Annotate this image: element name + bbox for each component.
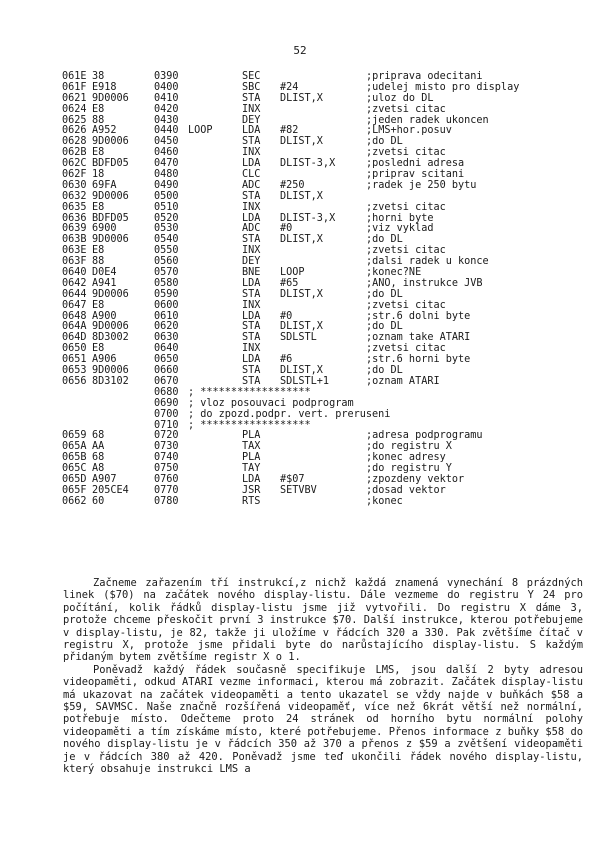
hex-bytes: 9D0006 [92,321,129,333]
opcode: STA [242,375,261,387]
opcode: ADC [242,179,261,191]
operand: #0 [280,310,293,322]
line-number: 0540 [154,234,179,246]
hex-bytes: AA [92,441,105,453]
operand: DLIST-3,X [280,158,336,170]
code-line [62,486,582,497]
address: 061F [62,81,87,93]
code-line [62,290,582,301]
comment: ;zvetsi citac [366,245,446,257]
line-number: 0490 [154,179,179,191]
body-text [63,577,583,776]
line-number: 0450 [154,136,179,148]
hex-bytes: 69FA [92,179,117,191]
code-line [62,94,582,105]
code-line [62,170,582,181]
code-line [62,475,582,486]
operand: DLIST,X [280,234,323,246]
hex-bytes: E8 [92,103,105,115]
comment: ;horni byte [366,212,434,224]
comment: ;dosad vektor [366,484,446,496]
operand: #24 [280,81,299,93]
hex-bytes: A941 [92,277,117,289]
hex-bytes: BDFD05 [92,158,129,170]
comment: ;dalsi radek u konce [366,256,489,268]
hex-bytes: 60 [92,495,105,507]
line-number: 0690 [154,397,179,409]
line-number: 0760 [154,473,179,485]
comment: ;do DL [366,321,403,333]
comment: ;oznam ATARI [366,375,440,387]
code-line [62,235,582,246]
opcode: PLA [242,430,261,442]
line-number: 0720 [154,430,179,442]
operand: DLIST,X [280,365,323,377]
line-number: 0530 [154,223,179,235]
address: 063F [62,256,87,268]
comment-line: ; vloz posouvaci podprogram [188,397,354,409]
hex-bytes: D0E4 [92,267,117,279]
code-line [62,105,582,116]
address: 0650 [62,343,87,355]
comment: ;do registru Y [366,463,452,475]
line-number: 0750 [154,463,179,475]
address: 062C [62,158,87,170]
hex-bytes: A907 [92,473,117,485]
comment: ;zvetsi citac [366,103,446,115]
hex-bytes: 6900 [92,223,117,235]
code-line [62,192,582,203]
line-number: 0400 [154,81,179,93]
comment: ;ANO, instrukce JVB [366,277,483,289]
opcode: STA [242,234,261,246]
hex-bytes: 8D3102 [92,375,129,387]
address: 063B [62,234,87,246]
paragraph: Poněvadž každý řádek současně specifikuje LMS, jsou další 2 byty adresou videopaměti, odkud ATARI vezme informaci, kterou má zobrazit. Začátek display-listu má ukazovat na začátek videopaměti a tento ukazatel se vždy najde v buňkách $58 a $59, SAVMSC. Naše značně rozšířená videopaměť, více než 6krát větší než normální, potřebuje místo. Odečteme proto 24 stránek od horního bytu normální polohy videopaměti a tím získáme místo, které potřebujeme. Přenos informace z buňky $58 do nového display-listu je v řádcích 350 až 370 a přenos z $59 a zvětšení videopaměti je v řádcích 380 až 420. Poněvadž jsme teď ukončili řádek nového display-listu, který obsahuje instrukci LMS a [63,663,583,776]
hex-bytes: 68 [92,430,105,442]
line-number: 0670 [154,375,179,387]
comment: ;str.6 horni byte [366,354,471,366]
operand: DLIST,X [280,136,323,148]
opcode: LDA [242,125,261,137]
address: 0644 [62,288,87,300]
comment: ;do DL [366,136,403,148]
code-line [62,322,582,333]
comment: ;str.6 dolni byte [366,310,471,322]
line-number: 0480 [154,169,179,181]
line-number: 0590 [154,288,179,300]
opcode: STA [242,92,261,104]
opcode: DEY [242,256,261,268]
code-line [62,159,582,170]
hex-bytes: 9D0006 [92,288,129,300]
comment: ;zvetsi citac [366,343,446,355]
code-line [62,116,582,127]
operand: SDLSTL [280,332,317,344]
address: 0648 [62,310,87,322]
opcode: STA [242,136,261,148]
comment-line: ; ****************** [188,419,311,431]
code-line [62,257,582,268]
opcode: PLA [242,452,261,464]
code-line [62,377,582,388]
line-number: 0410 [154,92,179,104]
hex-bytes: 9D0006 [92,92,129,104]
address: 065C [62,463,87,475]
address: 0632 [62,190,87,202]
comment: ;zvetsi citac [366,147,446,159]
hex-bytes: BDFD05 [92,212,129,224]
page-number: 52 [293,44,307,57]
opcode: INX [242,201,261,213]
comment: ;konec [366,495,403,507]
address: 064D [62,332,87,344]
address: 061E [62,71,87,82]
hex-bytes: A900 [92,310,117,322]
comment: ;zpozdeny vektor [366,473,465,485]
opcode: SBC [242,81,261,93]
code-line [62,333,582,344]
line-number: 0610 [154,310,179,322]
address: 065F [62,484,87,496]
hex-bytes: 8D3002 [92,332,129,344]
code-line [62,410,582,421]
address: 065A [62,441,87,453]
address: 0636 [62,212,87,224]
opcode: STA [242,365,261,377]
address: 062F [62,169,87,181]
comment: ;radek je 250 bytu [366,179,477,191]
operand: #250 [280,179,305,191]
hex-bytes: A8 [92,463,105,475]
address: 0639 [62,223,87,235]
hex-bytes: 205CE4 [92,484,129,496]
code-line [62,214,582,225]
opcode: STA [242,288,261,300]
line-number: 0390 [154,71,179,82]
opcode: INX [242,147,261,159]
label: LOOP [188,125,213,137]
address: 0656 [62,375,87,387]
address: 0626 [62,125,87,137]
address: 0635 [62,201,87,213]
opcode: ADC [242,223,261,235]
line-number: 0570 [154,267,179,279]
hex-bytes: 9D0006 [92,190,129,202]
line-number: 0460 [154,147,179,159]
opcode: DEY [242,114,261,126]
operand: DLIST,X [280,288,323,300]
code-line [62,442,582,453]
comment: ;posledni adresa [366,158,465,170]
address: 0653 [62,365,87,377]
address: 0630 [62,179,87,191]
comment: ;do DL [366,288,403,300]
line-number: 0430 [154,114,179,126]
address: 0642 [62,277,87,289]
assembly-listing [62,72,582,508]
line-number: 0700 [154,408,179,420]
code-line [62,344,582,355]
opcode: LDA [242,277,261,289]
opcode: INX [242,343,261,355]
comment: ;adresa podprogramu [366,430,483,442]
address: 063E [62,245,87,257]
opcode: INX [242,245,261,257]
operand: DLIST,X [280,190,323,202]
comment: ;do registru X [366,441,452,453]
line-number: 0660 [154,365,179,377]
hex-bytes: 9D0006 [92,365,129,377]
comment: ;jeden radek ukoncen [366,114,489,126]
opcode: LDA [242,158,261,170]
opcode: TAX [242,441,261,453]
code-line [62,246,582,257]
comment: ;zvetsi citac [366,299,446,311]
opcode: LDA [242,473,261,485]
address: 0647 [62,299,87,311]
hex-bytes: 9D0006 [92,234,129,246]
code-line [62,301,582,312]
line-number: 0780 [154,495,179,507]
hex-bytes: 88 [92,114,105,126]
opcode: TAY [242,463,261,475]
opcode: STA [242,332,261,344]
line-number: 0550 [154,245,179,257]
operand: #82 [280,125,299,137]
line-number: 0520 [154,212,179,224]
opcode: JSR [242,484,261,496]
comment: ;priprava odecitani [366,71,483,82]
address: 062B [62,147,87,159]
opcode: LDA [242,310,261,322]
line-number: 0500 [154,190,179,202]
code-line [62,268,582,279]
line-number: 0650 [154,354,179,366]
comment: ;oznam take ATARI [366,332,471,344]
code-line [62,431,582,442]
comment: ;udelej misto pro display [366,81,520,93]
hex-bytes: 68 [92,452,105,464]
address: 0625 [62,114,87,126]
hex-bytes: E8 [92,245,105,257]
opcode: CLC [242,169,261,181]
opcode: INX [242,103,261,115]
paragraph: Začneme zařazením tří instrukcí,z nichž každá znamená vynechání 8 prázdných linek ($70) na začátek nového display-listu. Dále vezmeme do registru Y 24 pro počítání, kolik řádků display-listu jsme již vytvořili. Do registru X dáme 3, protože chceme přeskočit první 3 instrukce $70. Další instrukce, kterou potřebujeme v display-listu, je 82, takže ji uložíme v řádcích 320 a 330. Pak zvětšíme čítač v registru X, protože jsme přidali byte do narůstajícího display-listu. S každým přidaným bytem zvětšíme registr X o 1. [63,577,583,664]
opcode: LDA [242,354,261,366]
code-line [62,421,582,432]
comment: ;konec?NE [366,267,422,279]
address: 0621 [62,92,87,104]
hex-bytes: E8 [92,201,105,213]
operand: DLIST,X [280,92,323,104]
comment: ;do DL [366,234,403,246]
line-number: 0580 [154,277,179,289]
hex-bytes: E918 [92,81,117,93]
address: 0640 [62,267,87,279]
opcode: RTS [242,495,261,507]
line-number: 0420 [154,103,179,115]
line-number: 0740 [154,452,179,464]
line-number: 0710 [154,419,179,431]
address: 0624 [62,103,87,115]
opcode: LDA [242,212,261,224]
hex-bytes: A952 [92,125,117,137]
hex-bytes: 38 [92,71,105,82]
comment: ;uloz do DL [366,92,434,104]
line-number: 0640 [154,343,179,355]
operand: DLIST-3,X [280,212,336,224]
operand: #0 [280,223,293,235]
address: 065D [62,473,87,485]
address: 064A [62,321,87,333]
operand: LOOP [280,267,305,279]
line-number: 0440 [154,125,179,137]
line-number: 0730 [154,441,179,453]
operand: SDLSTL+1 [280,375,330,387]
code-line [62,203,582,214]
opcode: BNE [242,267,261,279]
address: 0651 [62,354,87,366]
comment-line: ; do zpozd.podpr. vert. preruseni [188,408,391,420]
address: 0662 [62,495,87,507]
opcode: STA [242,190,261,202]
operand: #6 [280,354,293,366]
address: 0659 [62,430,87,442]
line-number: 0680 [154,386,179,398]
operand: #65 [280,277,299,289]
hex-bytes: E8 [92,147,105,159]
comment: ;LMS+hor.posuv [366,125,452,137]
address: 0628 [62,136,87,148]
hex-bytes: 9D0006 [92,136,129,148]
hex-bytes: 88 [92,256,105,268]
hex-bytes: E8 [92,343,105,355]
operand: #$07 [280,473,305,485]
comment-line: ; ****************** [188,386,311,398]
opcode: SEC [242,71,261,82]
comment: ;do DL [366,365,403,377]
code-line [62,137,582,148]
hex-bytes: E8 [92,299,105,311]
line-number: 0470 [154,158,179,170]
comment: ;zvetsi citac [366,201,446,213]
line-number: 0510 [154,201,179,213]
comment: ;konec adresy [366,452,446,464]
line-number: 0630 [154,332,179,344]
code-line [62,497,582,508]
comment: ;priprav scitani [366,169,465,181]
opcode: INX [242,299,261,311]
code-line [62,399,582,410]
line-number: 0560 [154,256,179,268]
operand: SETVBV [280,484,317,496]
opcode: STA [242,321,261,333]
address: 065B [62,452,87,464]
code-line [62,453,582,464]
line-number: 0620 [154,321,179,333]
operand: DLIST,X [280,321,323,333]
comment: ;viz vyklad [366,223,434,235]
code-line [62,464,582,475]
line-number: 0600 [154,299,179,311]
hex-bytes: 18 [92,169,105,181]
line-number: 0770 [154,484,179,496]
hex-bytes: A906 [92,354,117,366]
